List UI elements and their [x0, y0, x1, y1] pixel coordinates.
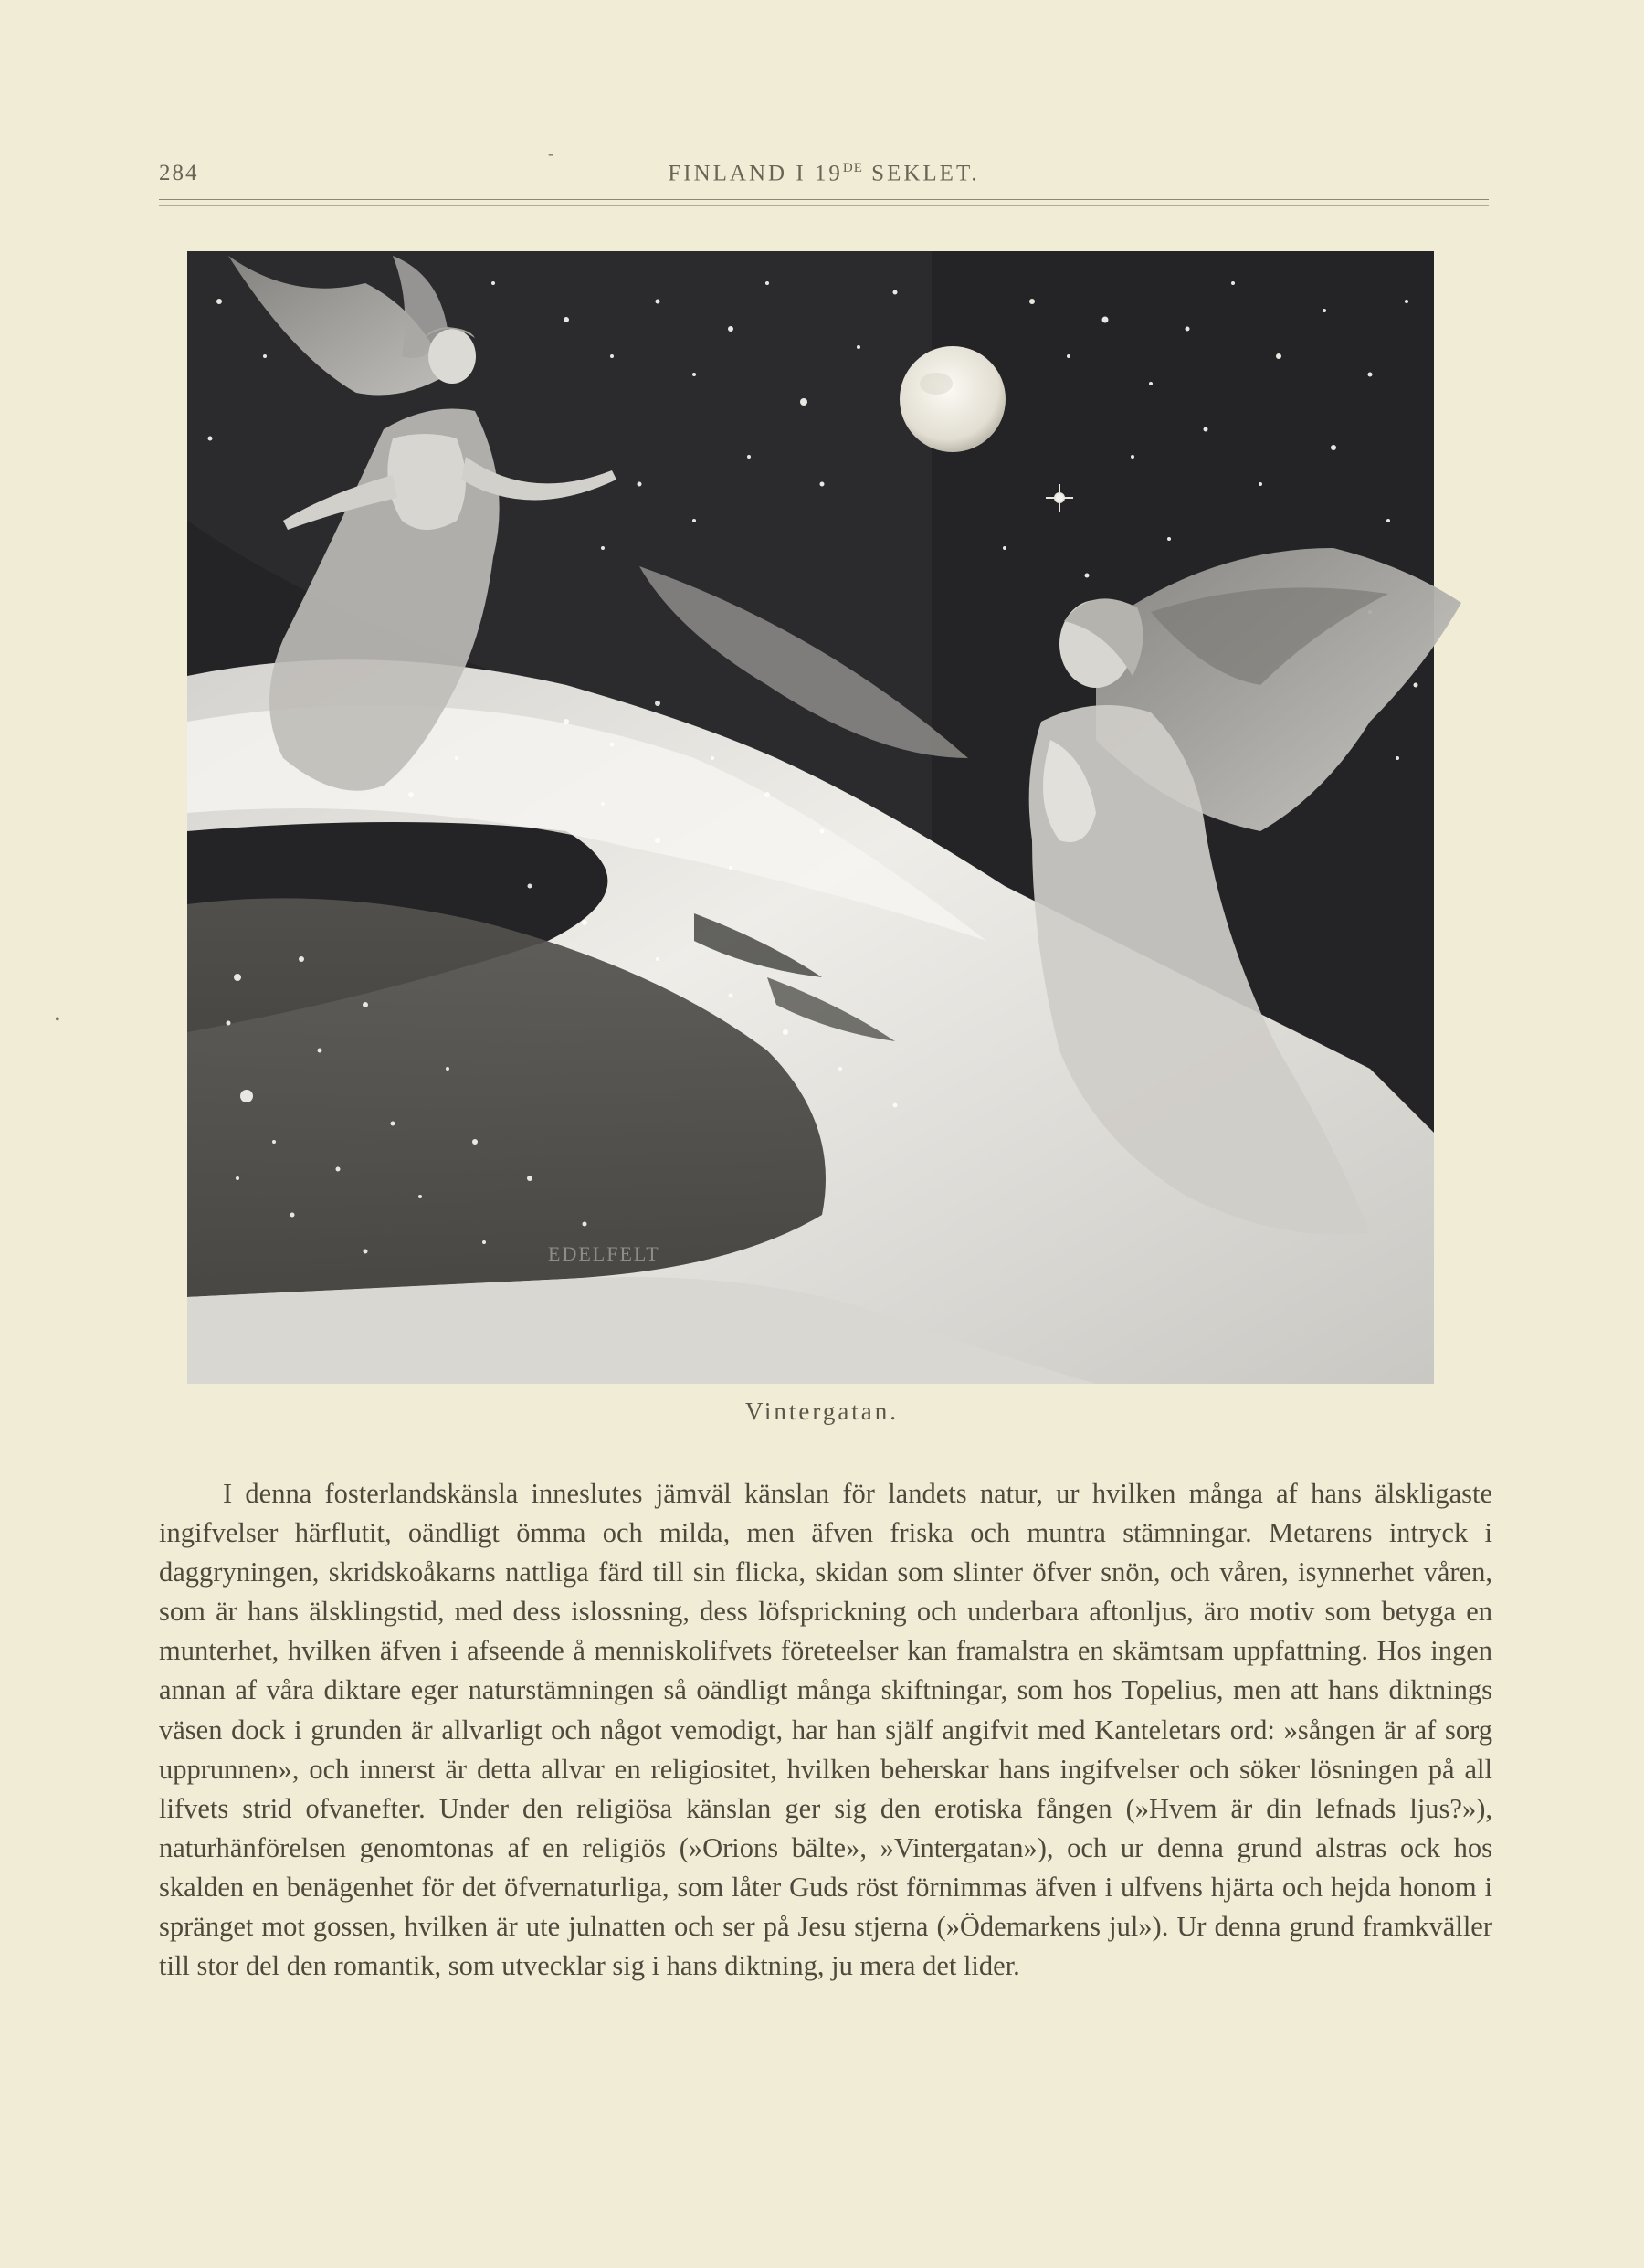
- running-title-end: SEKLET.: [862, 161, 980, 186]
- moon: [900, 346, 1006, 452]
- running-title-superscript: DE: [842, 161, 863, 175]
- figure-caption: Vintergatan.: [744, 1398, 900, 1425]
- running-title: [159, 161, 1489, 186]
- body-paragraph: I denna fosterlandskänsla inneslutes jämväl känslan för landets natur, ur hvilken många af hans älskligaste ingifvelser härflutit, oändligt ömma och milda, men äfven friska och muntra stämningar. Metarens intryck i daggryningen, skridskoåkarns nattliga färd till sin flicka, skidan som slinter öfver snön, och våren, isynnerhet våren, som är hans älsklingstid, med dess islossning, dess löfsprickning och underbara aftonljus, äro motiv som betyga en munterhet, hvilken äfven i afseende å menniskolifvets företeelser kan framalstra en skämtsam uppfattning. Hos ingen annan af våra diktare eger naturstämningen så oändligt många skiftningar, som hos Topelius, men att hans diktnings väsen dock i grunden är allvarligt och något vemodigt, har han själf angifvit med Kanteletars ord: »sången är af sorg upprunnen», och innerst är detta allvar en religiositet, hvilken beherskar hans ingifvelser och söker lösningen på all lifvets strid ofvanefter. Under den religiösa känslan ger sig den erotiska fången (»Hvem är din lefnads ljus?»), naturhänförelsen genomtonas af en religiös (»Orions bälte», »Vintergatan»), och ur denna grund alstras ock hos skalden en benägenhet för det öfvernaturliga, som låter Guds röst förnimmas äfven i ulfvens hjärta och hejda honom i spränget mot gossen, hvilken är ute julnatten och ser på Jesu stjerna (»Ödemarkens jul»). Ur denna grund framkväller till stor del den romantik, som utvecklar sig i hans diktning, ju mera det lider.: [159, 1478, 1492, 1982]
- header-rule: [159, 199, 1489, 206]
- stray-mark: •: [55, 1012, 60, 1028]
- painter-signature: EDELFELT: [548, 1242, 660, 1265]
- vintergatan-illustration: [183, 247, 1480, 1384]
- running-header: [159, 161, 1489, 194]
- stray-mark: -: [548, 144, 553, 163]
- running-title-main: FINLAND I 19: [668, 161, 843, 186]
- page-number: 284: [159, 161, 199, 185]
